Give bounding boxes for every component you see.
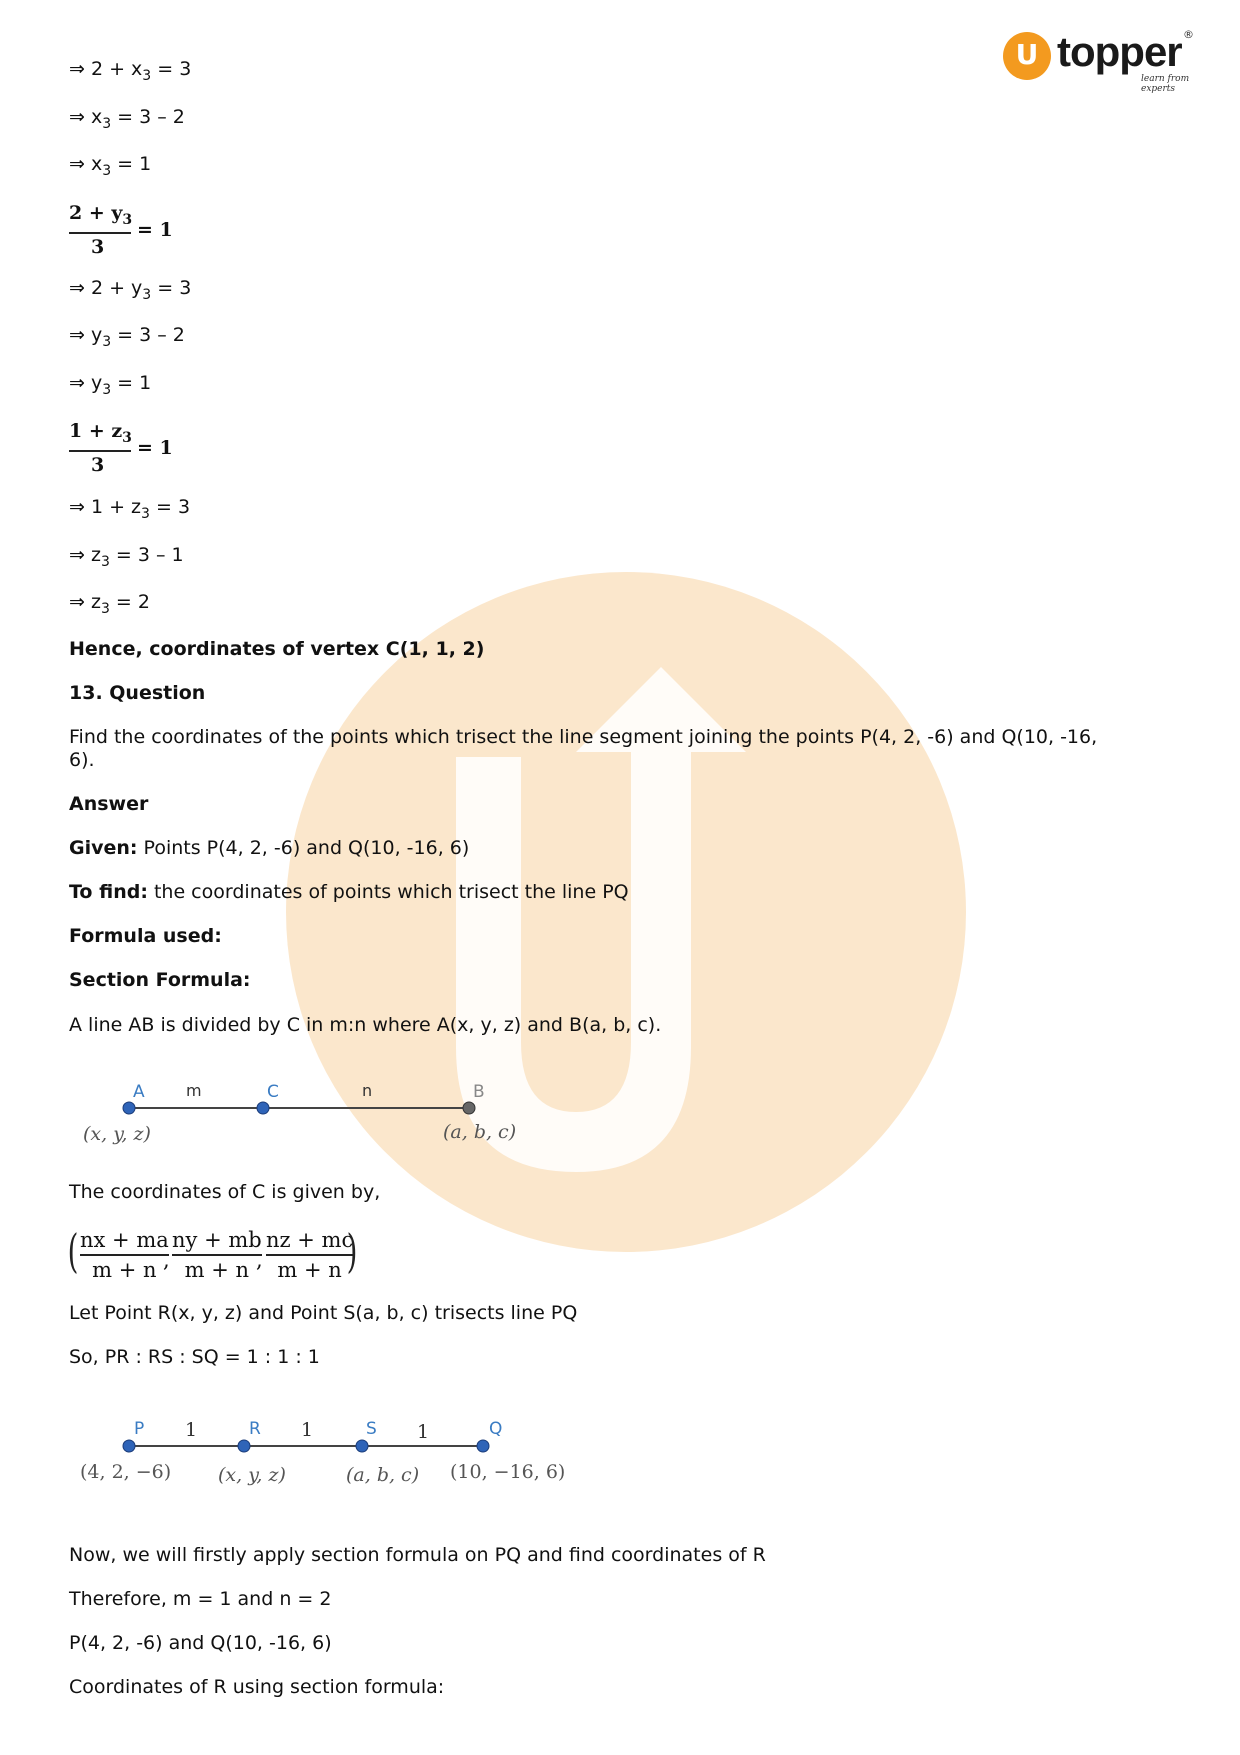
label-n: n (362, 1081, 373, 1100)
ratio-text: So, PR : RS : SQ = 1 : 1 : 1 (69, 1346, 320, 1368)
label-s: S (366, 1419, 377, 1439)
point-s (356, 1440, 368, 1452)
let-points-text: Let Point R(x, y, z) and Point S(a, b, c) trisects line PQ (69, 1302, 578, 1324)
label-r: R (249, 1419, 261, 1439)
section-description: A line AB is divided by C in m:n where A(x, y, z) and B(a, b, c). (69, 1014, 662, 1036)
question-text-cont: 6). (69, 749, 95, 771)
step-line: ⇒ $x_3 = 3 - 2$ (69, 106, 185, 132)
section-fraction-z: nz + mc m + n (266, 1228, 354, 1282)
conclusion-text: Hence, coordinates of vertex C(1, 1, 2) (69, 638, 485, 660)
step-line: ⇒ $z_3 = 3 - 1$ (69, 544, 184, 570)
question-text: Find the coordinates of the points which trisect the line segment joining the points P(4, 2, -6) and Q(10, -16, (69, 726, 1098, 748)
label-q: Q (489, 1419, 503, 1439)
points-text: P(4, 2, -6) and Q(10, -16, 6) (69, 1632, 332, 1654)
coord-q: (10, −16, 6) (450, 1461, 566, 1483)
topper-logo (1003, 28, 1203, 92)
coord-p: (4, 2, −6) (80, 1461, 172, 1483)
step-line: ⇒ $2 + x_3 = 3$ (69, 58, 192, 84)
step-line: ⇒ $1 + z_3 = 3$ (69, 496, 191, 522)
logo-registered-mark: ® (1183, 28, 1194, 41)
step-line: ⇒ $x_3 = 1$ (69, 153, 152, 179)
now-text: Now, we will firstly apply section formula on PQ and find coordinates of R (69, 1544, 766, 1566)
coord-a: (x, y, z) (83, 1123, 151, 1145)
label-ratio-2: 1 (301, 1419, 314, 1441)
coord-s: (a, b, c) (346, 1464, 420, 1486)
label-p: P (134, 1419, 145, 1439)
coords-r-text: Coordinates of R using section formula: (69, 1676, 445, 1698)
question-heading: 13. Question (69, 682, 206, 704)
coords-given-by: The coordinates of C is given by, (69, 1181, 381, 1203)
point-q (477, 1440, 489, 1452)
step-line: ⇒ $y_3 = 3 - 2$ (69, 324, 185, 350)
section-fraction-y: ny + mb m + n (172, 1228, 262, 1282)
logo-u-icon: U (1003, 32, 1051, 80)
point-p (123, 1440, 135, 1452)
section-formula-heading: Section Formula: (69, 969, 251, 991)
label-c: C (267, 1082, 279, 1102)
given-line: Given: Points P(4, 2, -6) and Q(10, -16, 6) (69, 837, 470, 859)
section-fraction-x: nx + ma m + n (80, 1228, 169, 1282)
formula-used-heading: Formula used: (69, 925, 222, 947)
therefore-text: Therefore, m = 1 and n = 2 (69, 1588, 332, 1610)
logo-tagline: learn from experts (1141, 74, 1190, 94)
comma: , (163, 1248, 170, 1272)
right-paren: ) (346, 1224, 358, 1278)
coord-b: (a, b, c) (443, 1121, 517, 1143)
label-a: A (133, 1082, 145, 1102)
step-line: ⇒ $y_3 = 1$ (69, 372, 152, 398)
point-r (238, 1440, 250, 1452)
label-b: B (473, 1082, 485, 1102)
left-paren: ( (67, 1224, 79, 1278)
coord-r: (x, y, z) (218, 1464, 286, 1486)
label-m: m (186, 1081, 202, 1100)
logo-wordmark: topper (1057, 28, 1182, 75)
answer-heading: Answer (69, 793, 149, 815)
label-ratio-1: 1 (185, 1419, 198, 1441)
step-line: ⇒ $z_3 = 2$ (69, 591, 150, 617)
comma: , (256, 1248, 263, 1272)
label-ratio-3: 1 (417, 1421, 430, 1443)
step-line: ⇒ $2 + y_3 = 3$ (69, 277, 192, 303)
to-find-line: To find: the coordinates of points which trisect the line PQ (69, 881, 629, 903)
